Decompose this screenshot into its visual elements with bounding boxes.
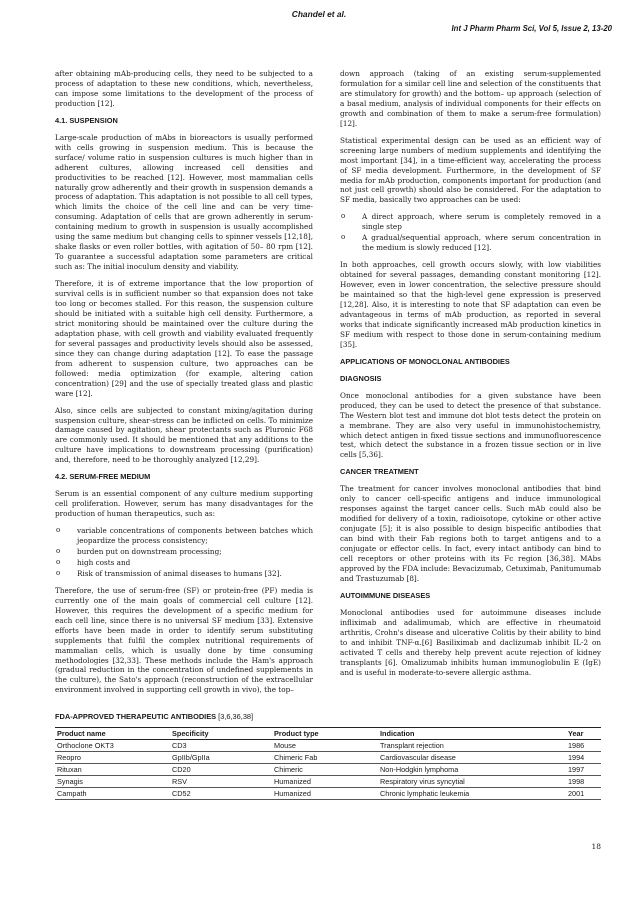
table-cell: Humanized <box>272 788 378 800</box>
table-row <box>55 740 601 752</box>
column-header: Indication <box>378 728 566 740</box>
table-cell: Chimeric Fab <box>272 752 378 764</box>
table-cell: Chimeric <box>272 764 378 776</box>
table-cell: Respiratory virus syncytial <box>378 776 566 788</box>
paragraph: The treatment for cancer involves monoclonal antibodies that bind only to cancer cell-specific antigens and induce immunological responses against the target cancer cells. Such mAb could also be modified for delivery of a toxin, radioisotope, cytokine or other active conjugate [5]; it is also possible to design bispecific antibodies that can bind with their Fab regions both to target antigens and to a conjugate or effector cells. In fact, every intact antibody can bind to cell receptors or other proteins with its Fc region [36,38]. MAbs approved by the FDA include: Bevacizumab, Cetuximab, Panitumumab and Trastuzumab [8]. <box>340 484 601 583</box>
table-cell: Humanized <box>272 776 378 788</box>
table-cell: 1998 <box>566 776 601 788</box>
list-item: o burden put on downstream processing; <box>55 547 313 557</box>
list-item: o Risk of transmission of animal diseases to humans [32]. <box>55 569 313 579</box>
bullet-list <box>55 526 313 579</box>
table-header-row <box>55 728 601 740</box>
table-cell: Rituxan <box>55 764 170 776</box>
paragraph: Once monoclonal antibodies for a given substance have been produced, they can be used to detect the presence of that substance. The Western blot test and immune dot blot tests detect the protein on a membrane. They are also very useful in immunohistochemistry, which detect antigen in fixed tissue sections and immunofluorescence test, which detect the substance in a frozen tissue section or in live cells [5,36]. <box>340 390 601 460</box>
paragraph: Therefore, the use of serum-free (SF) or protein-free (PF) media is currently one of the main goals of commercial cell culture [12]. However, this requires the development of a specific medium for each cell line, since there is no universal SF medium [33]. Extensive efforts have been made in order to identify serum substituting supplements that fulfil the complex nutritional requirements of mammalian cells, which is usually done by time consuming methodologies [32,33]. These methods include the Ham's approach (gradual reduction in the concentration of undefined supplements in the culture), the Sato's approach (reconstruction of the extracellular environment involved in supporting cell growth in vivo), the top– <box>55 585 313 695</box>
table-cell: CD3 <box>170 740 272 752</box>
paragraph: Therefore, it is of extreme importance that the low proportion of survival cells is in sufficient number so that expansion does not take too long or becomes stalled. For this reason, the suspension culture should be initiated with a suitable high cell density. Furthermore, a strict monitoring should be maintained over the culture during the adaptation phase, with cell growth and viability evaluated frequently for several passages and productivity levels should also be assessed, since they can change during adaptation [12]. To ease the passage from adherent to suspension culture, two approaches can be followed: media optimization (for example, altering cation concentration) [29] and the use of specially treated glass and plastic ware [12]. <box>55 279 313 398</box>
section-heading-diagnosis: DIAGNOSIS <box>340 373 382 383</box>
table-cell: Synagis <box>55 776 170 788</box>
table-cell: Reopro <box>55 752 170 764</box>
paragraph: In both approaches, cell growth occurs slowly, with low viabilities obtained for several passages, demanding constant monitoring [12]. However, even in lower concentration, the selective pressure should be maintained so that the high-level gene expression is preserved [12,28]. Also, it is interesting to note that SF adaptation can even be advantageous in terms of mAb production, as reported in several works that indicate significantly increased mAb production kinetics in SF medium with respect to those done in serum-containing medium [35]. <box>340 260 601 349</box>
paragraph: Large-scale production of mAbs in bioreactors is usually performed with cells growing in suspension medium. This is because the surface/ volume ratio in suspension cultures is much higher than in adherent cultures, allowing increased cell densities and productivities to be reached [12]. However, most mammalian cells naturally grow adherently and their growth in suspension demands a process of adaptation. This adaptation is not possible to all cell types, which limits the choice of the cell line and can be very time-consuming. Adaptation of cells that are grown adherently in serum-containing medium to growth in suspension is usually accomplished using the same medium but changing cells to spinner vessels [12,18], shake flasks or even roller bottles, with agitation of 50– 80 rpm [12]. To guarantee a successful adaptation some parameters are critical such as: The initial inoculum density and viability. <box>55 132 313 272</box>
list-item: o A gradual/sequential approach, where serum concentration in the medium is slowly reduced [12]. <box>340 233 601 253</box>
table-cell: GpIIb/GpIIa <box>170 752 272 764</box>
table-cell: Cardiovascular disease <box>378 752 566 764</box>
paragraph: Statistical experimental design can be used as an efficient way of screening large numbers of medium supplements and identifying the most important [34], in a time-efficient way, accelerating the process of SF media development. Furthermore, in the development of SF media for mAb production, components important for production (and not just cell growth) should also be considered. For the adaptation to SF media, basically two approaches can be used: <box>340 135 601 205</box>
bullet-list <box>340 212 601 253</box>
table-row <box>55 764 601 776</box>
column-header: Product name <box>55 728 170 740</box>
list-item: o high costs and <box>55 558 313 568</box>
paragraph: after obtaining mAb-producing cells, they need to be subjected to a process of adaptation to these new conditions, which, nevertheless, can impose some limitations to the development of the process of production [12]. <box>55 69 313 108</box>
list-item: o A direct approach, where serum is completely removed in a single step <box>340 212 601 232</box>
table-cell: RSV <box>170 776 272 788</box>
table-cell: Mouse <box>272 740 378 752</box>
section-heading-autoimmune: AUTOIMMUNE DISEASES <box>340 590 431 600</box>
antibody-table <box>55 727 601 800</box>
paragraph: Serum is an essential component of any culture medium supporting cell proliferation. However, serum has many disadvantages for the production of human therapeutics, such as: <box>55 489 313 519</box>
table-cell: 1994 <box>566 752 601 764</box>
section-heading-applications: APPLICATIONS OF MONOCLONAL ANTIBODIES <box>340 356 510 366</box>
running-header-author: Chandel et al. <box>291 9 347 19</box>
paragraph: down approach (taking of an existing serum-supplemented formulation for a similar cell line and selection of the constituents that are stimulatory for growth) and the bottom– up approach (selection of a basal medium, analysis of individual components for their effects on growth and combination of them to make a serum-free formulation)[12]. <box>340 69 601 128</box>
table-title-text: FDA-APPROVED THERAPEUTIC ANTIBODIES <box>55 712 217 721</box>
paragraph: Monoclonal antibodies used for autoimmune diseases include infliximab and adalimumab, which are effective in rheumatoid arthritis, Crohn's disease and ulcerative Colitis by their ability to bind to and inhibit TNF-α.[6] Basiliximab and daclizumab inhibit IL-2 on activated T cells and thereby help prevent acute rejection of kidney transplants [6]. Omalizumab inhibits human immunoglobulin E (IgE) and is useful in moderate-to-severe allergic asthma. <box>340 607 601 677</box>
column-header: Product type <box>272 728 378 740</box>
page-number: 18 <box>591 842 601 851</box>
table-cell: Orthoclone OKT3 <box>55 740 170 752</box>
right-column <box>340 69 601 684</box>
table-row <box>55 776 601 788</box>
table-title-refs: [3,6,36,38] <box>216 712 254 721</box>
table-cell: 1986 <box>566 740 601 752</box>
table-cell: Non-Hodgkin lymphoma <box>378 764 566 776</box>
table-row <box>55 752 601 764</box>
table-cell: Chronic lymphatic leukemia <box>378 788 566 800</box>
column-header: Specificity <box>170 728 272 740</box>
table-title <box>55 712 253 721</box>
left-column <box>55 69 313 702</box>
running-header-journal: Int J Pharm Pharm Sci, Vol 5, Issue 2, 13-20 <box>451 24 612 33</box>
column-header: Year <box>566 728 601 740</box>
table-cell: Campath <box>55 788 170 800</box>
list-item: o variable concentrations of components between batches which jeopardize the process consistency; <box>55 526 313 546</box>
table-cell: CD52 <box>170 788 272 800</box>
table-cell: 2001 <box>566 788 601 800</box>
table-cell: 1997 <box>566 764 601 776</box>
table-cell: CD20 <box>170 764 272 776</box>
section-heading-suspension: 4.1. SUSPENSION <box>55 115 118 125</box>
table-cell: Transplant rejection <box>378 740 566 752</box>
section-heading-cancer: CANCER TREATMENT <box>340 467 419 477</box>
table-row <box>55 788 601 800</box>
section-heading-serum-free: 4.2. SERUM-FREE MEDIUM <box>55 472 151 482</box>
paragraph: Also, since cells are subjected to constant mixing/agitation during suspension culture, shear-stress can be inflicted on cells. To minimize damage caused by agitation, shear protectants such as Pluronic F68 are commonly used. It should be mentioned that any additions to the culture have implications to downstream processing (purification) and, therefore, need to be thoroughly analyzed [12,29]. <box>55 405 313 465</box>
